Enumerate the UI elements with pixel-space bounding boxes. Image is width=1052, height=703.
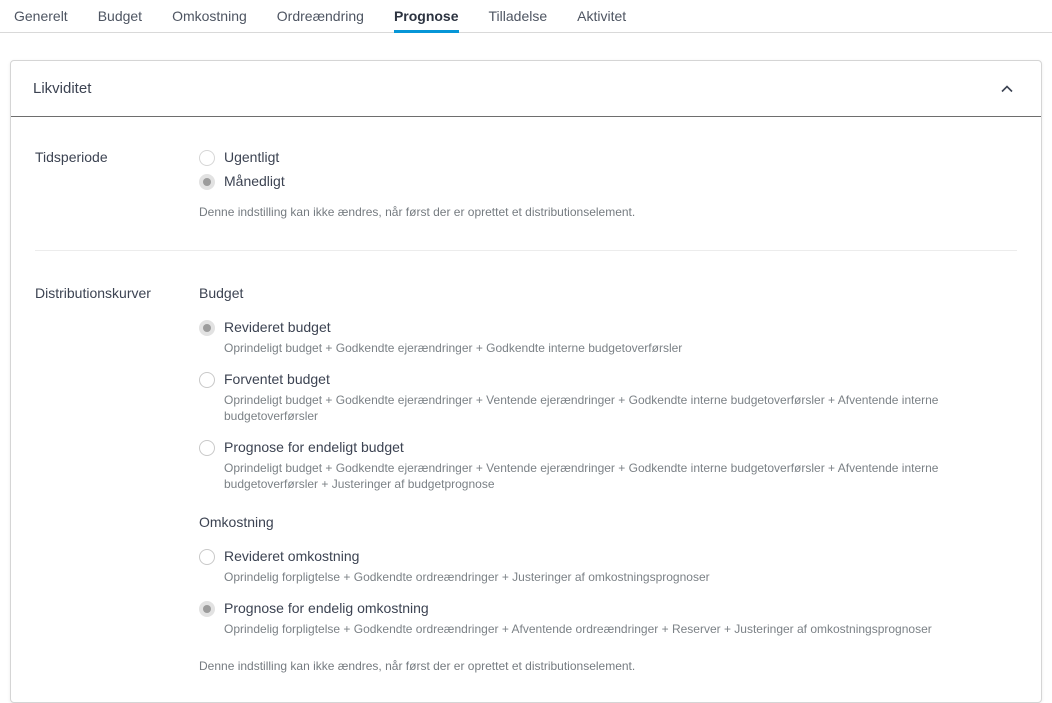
distributionskurver-row: [35, 284, 1017, 674]
radio-revideret-omkostning[interactable]: [199, 547, 1017, 566]
radio-checked-icon: [199, 174, 215, 190]
radio-unchecked-icon: [199, 440, 215, 456]
radio-prognose-endeligt-budget[interactable]: [199, 438, 1017, 457]
tidsperiode-content: [199, 148, 1017, 220]
radio-prognose-endelig-omkostning[interactable]: [199, 599, 1017, 618]
forventet-budget-description: Oprindeligt budget + Godkendte ejerændringer + Ventende ejerændringer + Godkendte interne budgetoverførsler + Afventende interne budgetoverførsler: [224, 393, 939, 423]
prognose-endeligt-budget-description: Oprindeligt budget + Godkendte ejerændringer + Ventende ejerændringer + Godkendte interne budgetoverførsler + Afventende interne budgetoverførsler + Justeringer af budgetprognose: [224, 461, 939, 491]
tab-omkostning[interactable]: Omkostning: [172, 8, 247, 24]
radio-forventet-budget-label: Forventet budget: [224, 371, 330, 387]
radio-checked-icon: [199, 320, 215, 336]
radio-ugentligt-label: Ugentligt: [224, 149, 280, 165]
distributionskurver-label: Distributionskurver: [35, 285, 151, 301]
panel-header[interactable]: [11, 61, 1041, 117]
tidsperiode-row: [35, 148, 1017, 220]
tidsperiode-label: Tidsperiode: [35, 149, 108, 165]
option-revideret-budget: [199, 318, 1017, 356]
panel-body: [11, 117, 1041, 702]
option-forventet-budget: [199, 370, 1017, 424]
radio-unchecked-icon: [199, 549, 215, 565]
section-divider: [35, 250, 1017, 251]
radio-ugentligt[interactable]: [199, 148, 1017, 167]
radio-forventet-budget[interactable]: [199, 370, 1017, 389]
radio-maanedligt[interactable]: [199, 172, 1017, 191]
radio-unchecked-icon: [199, 150, 215, 166]
revideret-budget-description: Oprindeligt budget + Godkendte ejerændringer + Godkendte interne budgetoverførsler: [224, 341, 683, 355]
radio-maanedligt-label: Månedligt: [224, 173, 285, 189]
tab-tilladelse[interactable]: Tilladelse: [488, 8, 548, 24]
option-revideret-omkostning: [199, 547, 1017, 585]
likviditet-panel: [10, 60, 1042, 703]
budget-group-heading: Budget: [199, 285, 244, 301]
prognose-endelig-omkostning-description: Oprindelig forpligtelse + Godkendte ordreændringer + Afventende ordreændringer + Reserver + Justeringer af omkostningsprognoser: [224, 622, 932, 636]
radio-revideret-budget[interactable]: [199, 318, 1017, 337]
revideret-omkostning-description: Oprindelig forpligtelse + Godkendte ordreændringer + Justeringer af omkostningsprognoser: [224, 570, 710, 584]
distributionskurver-note: Denne indstilling kan ikke ændres, når først der er oprettet et distributionselement.: [199, 659, 636, 673]
panel-title: Likviditet: [33, 80, 92, 97]
radio-prognose-endelig-omkostning-label: Prognose for endelig omkostning: [224, 600, 429, 616]
tab-ordreaendring[interactable]: Ordreændring: [276, 8, 364, 24]
tab-bar: [0, 0, 1052, 33]
tab-prognose[interactable]: Prognose: [394, 0, 459, 32]
tab-generelt[interactable]: Generelt: [14, 8, 68, 24]
chevron-up-icon[interactable]: [995, 77, 1019, 101]
radio-revideret-budget-label: Revideret budget: [224, 319, 331, 335]
distributionskurver-content: [199, 284, 1017, 674]
omkostning-group-heading: Omkostning: [199, 514, 274, 530]
radio-prognose-endeligt-budget-label: Prognose for endeligt budget: [224, 439, 404, 455]
tab-aktivitet[interactable]: Aktivitet: [577, 8, 627, 24]
option-prognose-endeligt-budget: [199, 438, 1017, 492]
radio-unchecked-icon: [199, 372, 215, 388]
radio-revideret-omkostning-label: Revideret omkostning: [224, 548, 360, 564]
tidsperiode-note: Denne indstilling kan ikke ændres, når først der er oprettet et distributionselement.: [199, 205, 636, 219]
option-prognose-endelig-omkostning: [199, 599, 1017, 637]
radio-checked-icon: [199, 601, 215, 617]
tab-budget[interactable]: Budget: [97, 8, 143, 24]
